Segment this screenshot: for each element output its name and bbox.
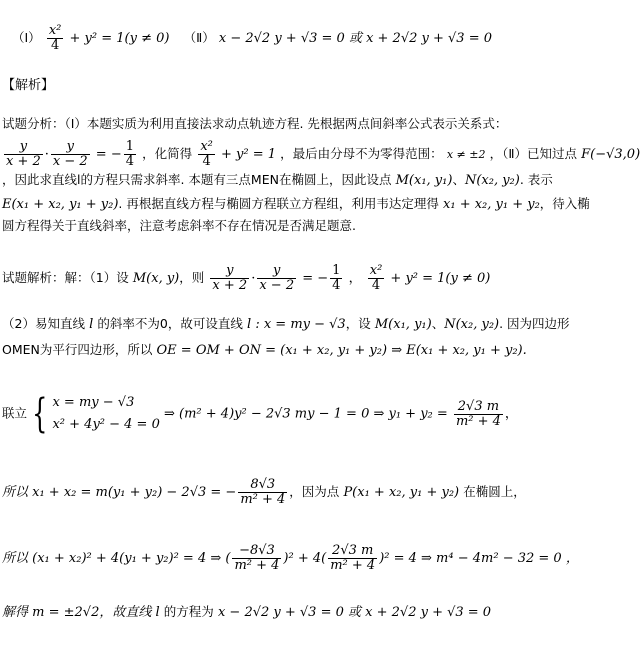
ellipse-tail: + y² = 1 xyxy=(216,147,277,162)
part1-label: （Ⅰ） xyxy=(12,30,41,45)
sum-text: 所以 x₁ + x₂ = m(y₁ + y₂) − 2√3 = − xyxy=(2,485,237,500)
system-line: 联立 { x = my − √3 x² + 4y² − 4 = 0 ⇒ (m² + 4)y² − 2√3 my − 1 = 0 ⇒ y₁ + y₂ = $\frac{2√3 m}{\text{m² + 4}}$ ， xyxy=(2,391,518,437)
left-brace-icon: { xyxy=(32,391,48,437)
part2-label: （Ⅱ） xyxy=(183,30,215,45)
analysis-line-3 xyxy=(2,172,553,189)
analysis-line-4 xyxy=(2,196,590,213)
sys-row-2: x² + 4y² − 4 = 0 xyxy=(52,417,160,432)
p2-point-n: N(x₂, y₂) xyxy=(444,317,500,332)
solution-head: 试题解析：解：（1）设 xyxy=(2,270,129,285)
slope-fraction-3: $\frac{1}{4}$ xyxy=(125,139,135,169)
solution-part1: 试题解析：解：（1）设 M(x, y)，则 $\frac{y}{x + 2}$ · $\frac{y}{x - 2}$ = − $\frac{1}{4}$ ， $\frac{\text{x²}}{4}$ + y² = 1(y ≠ 0) xyxy=(2,263,491,293)
vector-equation: OE = OM + ON = (x₁ + x₂, y₁ + y₂) ⇒ E(x₁ + x₂, y₁ + y₂). xyxy=(156,343,527,358)
point-mxy: M(x, y) xyxy=(132,271,180,286)
line3-text: ，因此求直线l的方程只需求斜率. 本题有三点MEN在椭圆上，因此设点 xyxy=(2,172,392,187)
point-n: N(x₂, y₂) xyxy=(464,173,520,188)
line3-end: . 表示 xyxy=(519,172,553,187)
part2-equation: x − 2√2 y + √3 = 0 或 x + 2√2 y + √3 = 0 xyxy=(218,31,493,46)
final-equation: x − 2√2 y + √3 = 0 或 x + 2√2 y + √3 = 0 xyxy=(217,605,492,620)
final-text-a: 解得 m = ±2√2，故直线 xyxy=(2,605,152,620)
answer-line xyxy=(12,24,492,53)
line4-end: ，待入椭 xyxy=(539,196,590,211)
range-value: x ≠ ±2 xyxy=(446,148,486,161)
p2-text-d: . 因为四边形 xyxy=(499,316,570,331)
answer-fraction: $\frac{\text{x²}}{4}$ xyxy=(48,23,62,53)
section-title: 【解析】 xyxy=(2,78,55,93)
final-line xyxy=(2,604,491,621)
p2-point-m: M(x₁, y₁) xyxy=(374,317,432,332)
part2-known-text: ，（Ⅱ）已知过点 xyxy=(489,146,577,161)
analysis-intro: 试题分析：（Ⅰ）本题实质为利用直接法求动点轨迹方程. 先根据两点间斜率公式表示关系式： xyxy=(2,116,508,131)
square-fraction-1: $\frac{-8√3}{\text{m² + 4}}$ xyxy=(234,543,280,573)
rhs-text: = − xyxy=(298,271,329,286)
square-text-b: )² + 4( xyxy=(283,551,327,566)
square-line xyxy=(2,544,579,573)
point-m: M(x₁, y₁) xyxy=(395,173,453,188)
analysis-line-5: 圆方程得关于直线斜率，注意考虑斜率不存在情况是否满足题意. xyxy=(2,218,356,233)
sum-fraction: $\frac{8√3}{\text{m² + 4}}$ xyxy=(240,477,286,507)
equation-system xyxy=(52,392,159,436)
point-f: F(−√3,0) xyxy=(581,147,640,162)
sol-ellipse-fraction: $\frac{\text{x²}}{4}$ xyxy=(369,263,383,293)
p2-text-b: 的斜率不为0，故可设直线 xyxy=(97,316,243,331)
sum-text-b: ，因为点 xyxy=(289,484,340,499)
sum-text-c: 在椭圆上， xyxy=(463,484,526,499)
line-l: l xyxy=(89,317,94,332)
square-fraction-2: $\frac{2√3 m}{\text{m² + 4}}$ xyxy=(330,543,376,573)
solution-part2-line1: （2）易知直线 l 的斜率不为0，故可设直线 l : x = my − √3，设 M(x₁, y₁)、N(x₂, y₂). 因为四边形 xyxy=(2,316,570,332)
final-line-l: l xyxy=(155,605,160,620)
sum-line xyxy=(2,478,526,507)
final-text-b: 的方程为 xyxy=(163,604,214,619)
sol-fraction-1: $\frac{y}{x + 2}$ xyxy=(212,263,248,293)
sys-row-1: x = my − √3 xyxy=(52,395,135,410)
p2-text-c: ，设 xyxy=(345,316,371,331)
sys-fraction: $\frac{2√3 m}{\text{m² + 4}}$ xyxy=(455,398,501,429)
separator: 、 xyxy=(452,172,465,187)
slope-fraction-1: $\frac{y}{x + 2}$ xyxy=(6,139,41,169)
simplify-text: ，化简得 xyxy=(142,146,193,161)
square-text-c: )² = 4 ⇒ m⁴ − 4m² − 32 = 0 ， xyxy=(379,551,579,566)
part1-equation: + y² = 1(y ≠ 0) xyxy=(65,31,170,46)
then-text: ，则 xyxy=(179,270,205,285)
analysis-line-2: $\frac{y}{x + 2}$ · $\frac{y}{x - 2}$ = − $\frac{1}{4}$ ，化简得 $\frac{\text{x²}}{4}$ + y² = 1 ，最后由分母不为零得范围： x ≠ ±2 ，（Ⅱ）已知过点 F(−√3,0) xyxy=(6,139,640,169)
square-text-a: 所以 (x₁ + x₂)² + 4(y₁ + y₂)² = 4 ⇒ ( xyxy=(2,551,231,566)
sol-fraction-3: $\frac{1}{4}$ xyxy=(332,263,341,293)
p2-text-a: （2）易知直线 xyxy=(2,316,85,331)
ellipse-fraction: $\frac{\text{x²}}{4}$ xyxy=(200,139,213,169)
sys-label: 联立 xyxy=(2,405,28,421)
point-p: P(x₁ + x₂, y₁ + y₂) xyxy=(343,485,460,500)
range-text: ，最后由分母不为零得范围： xyxy=(280,146,443,161)
solution-part2-line2 xyxy=(2,342,527,359)
sys-result: ⇒ (m² + 4)y² − 2√3 my − 1 = 0 ⇒ y₁ + y₂ = xyxy=(164,406,448,422)
point-e: E(x₁ + x₂, y₁ + y₂) xyxy=(2,197,119,212)
sol-ellipse-tail: + y² = 1(y ≠ 0) xyxy=(386,271,491,286)
line-equation: l : x = my − √3 xyxy=(247,317,346,332)
p2-text-e: OMEN为平行四边形，所以 xyxy=(2,342,153,357)
line4-text: . 再根据直线方程与椭圆方程联立方程组，利用韦达定理得 xyxy=(118,196,439,211)
sol-fraction-2: $\frac{y}{x - 2}$ xyxy=(259,263,295,293)
vieta-sums: x₁ + x₂, y₁ + y₂ xyxy=(443,197,540,212)
slope-fraction-2: $\frac{y}{x - 2}$ xyxy=(52,139,88,169)
